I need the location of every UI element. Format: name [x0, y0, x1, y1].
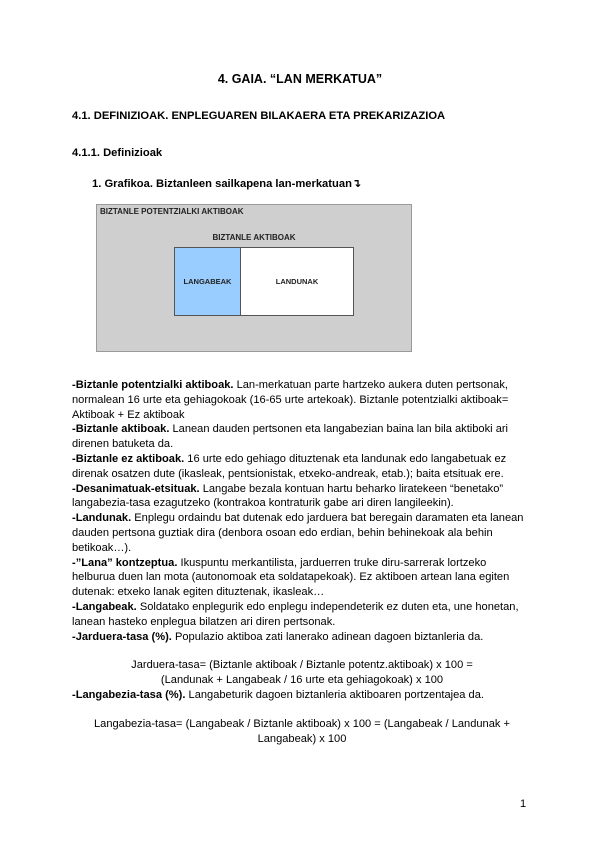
- definition-term: -Desanimatuak-etsituak.: [72, 482, 200, 495]
- definition-term: -Landunak.: [72, 512, 132, 525]
- definition-text: Soldatako enplegurik edo enplegu independeterik ez duten eta, une honetan, lanean hasteko enplegua bilatzen ari diren pertsonak.: [72, 600, 519, 628]
- definition-item: [72, 482, 532, 512]
- section-title: 4.1. DEFINIZIOAK. ENPLEGUAREN BILAKAERA ETA PREKARIZAZIOA: [72, 110, 446, 122]
- definition-term: -Biztanle ez aktiboak.: [72, 452, 185, 465]
- figure-caption: 1. Grafikoa. Biztanleen sailkapena lan-merkatuan↴: [92, 178, 362, 190]
- chapter-title: 4. GAIA. “LAN MERKATUA”: [217, 72, 383, 86]
- definition-text: Ikuspuntu merkantilista, jarduerren truke diru-sarrerak lortzeko helburua duen lan mota (autonomoak eta soldatapekoak). Ez aktiboen artean lana egiten dutenak: etxeko lanak egiten dituztenak, ikasleak…: [72, 556, 510, 599]
- employed-box: [240, 247, 354, 316]
- unemployed-label: LANGABEAK: [183, 277, 232, 286]
- definition-text: 16 urte edo gehiago dituztenak eta landunak edo langabetuak ez direnak osatzen dute (ikasleak, pentsionistak, etxeko-andreak, etab.); baita etsituak ere.: [72, 452, 507, 480]
- unemployment-rate-formula-line1: Langabezia-tasa= (Langabeak / Biztanle aktiboak) x 100 = (Langabeak / Landunak +: [93, 717, 510, 730]
- activity-rate-formula-line2: (Landunak + Langabeak / 16 urte eta gehiagokoak) x 100: [160, 674, 444, 687]
- definitions-block: [72, 378, 532, 746]
- definition-item: [72, 452, 532, 482]
- definition-text: Lanean dauden pertsonen eta langabezian baina lan bila aktiboki ari direnen batuketa da.: [72, 423, 509, 451]
- definition-term: -Langabezia-tasa (%).: [72, 688, 186, 701]
- definition-item: [72, 688, 532, 703]
- subsection-title: 4.1.1. Definizioak: [72, 147, 163, 159]
- definition-item: [72, 422, 532, 452]
- definition-text: Langabe bezala kontuan hartu beharko liratekeen “benetako” langabezia-tasa ezagutzeko (kontrakoa kontraturik gabe ari diren langileekin).: [72, 482, 504, 510]
- definition-item: [72, 511, 532, 555]
- definition-term: -Jarduera-tasa (%).: [72, 630, 172, 643]
- definition-term: -”Lana” kontzeptua.: [72, 556, 178, 569]
- definition-term: -Biztanle aktiboak.: [72, 423, 170, 436]
- population-diagram: [96, 204, 412, 352]
- definition-item: [72, 600, 532, 630]
- definition-text: Langabeturik dagoen biztanleria aktiboaren portzentajea da.: [185, 688, 484, 701]
- definition-item: [72, 556, 532, 600]
- page-number: 1: [520, 798, 527, 810]
- definition-term: -Biztanle potentzialki aktiboak.: [72, 379, 234, 391]
- unemployed-box: [174, 247, 241, 316]
- definition-term: -Langabeak.: [72, 600, 137, 613]
- definition-item: [72, 630, 532, 645]
- definition-text: Enplegu ordaindu bat dutenak edo jarduera bat beregain daramaten eta lanean dauden pertsona guztiak dira (denbora osoan edo erdian, behin behinekoak ala behin betikoak…).: [72, 512, 524, 554]
- definition-text: Populazio aktiboa zati lanerako adinean dagoen biztanleria da.: [171, 630, 484, 643]
- employed-label: LANDUNAK: [275, 277, 319, 286]
- unemployment-rate-formula-line2: Langabeak) x 100: [257, 732, 347, 745]
- activity-rate-formula-line1: Jarduera-tasa= (Biztanle aktiboak / Biztanle potentz.aktiboak) x 100 =: [131, 659, 473, 672]
- definition-text: Lan-merkatuan parte hartzeko aukera duten pertsonak, normalean 16 urte eta gehiagokoak (16-65 urte artekoak). Biztanle potentzialki aktiboak= Aktiboak + Ez aktiboak: [72, 379, 509, 421]
- definition-item: [72, 378, 532, 422]
- potential-active-label: BIZTANLE POTENTZIALKI AKTIBOAK: [100, 207, 244, 216]
- active-label: BIZTANLE AKTIBOAK: [212, 233, 296, 242]
